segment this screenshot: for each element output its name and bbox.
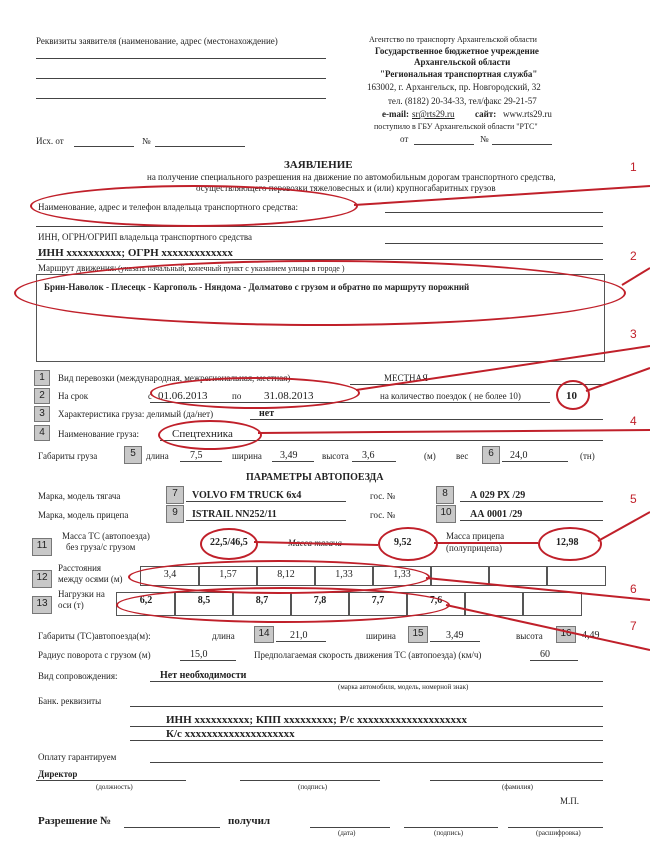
outgoing-num-sign: № — [142, 136, 151, 146]
axle-dist-label-1: Расстояния — [58, 563, 102, 573]
gab-width-label: ширина — [366, 631, 396, 641]
position-hint: (должность) — [96, 783, 133, 791]
length-label: длина — [146, 451, 169, 461]
document-title: ЗАЯВЛЕНИЕ — [284, 159, 353, 171]
site-link[interactable]: www.rts29.ru — [503, 109, 552, 119]
field-number-12: 12 — [32, 570, 52, 588]
field-number-8: 8 — [436, 486, 454, 504]
term-from-label: с — [148, 391, 152, 401]
owner-label: Наименование, адрес и телефон владельца транспортного средства: — [38, 202, 298, 212]
kind-value: МЕСТНАЯ — [384, 373, 429, 383]
gab-height-label: высота — [516, 631, 543, 641]
trailer-gos-label: гос. № — [370, 510, 396, 520]
received-num-sign: № — [480, 134, 489, 144]
mass-label-2: без груза/с грузом — [66, 542, 136, 552]
trailer-value[interactable]: ISTRAIL NN252/11 — [192, 509, 277, 520]
weight-unit: (тн) — [580, 451, 595, 461]
institution-line-2: Архангельской области — [414, 57, 511, 67]
width-value[interactable]: 3,49 — [280, 450, 298, 461]
bank-label: Банк. реквизиты — [38, 696, 102, 706]
field-number-10: 10 — [436, 505, 456, 523]
field-number-13: 13 — [32, 596, 52, 614]
bank-value-1[interactable]: ИНН xxxxxxxxxx; КПП xxxxxxxxx; Р/с xxxxxxxxxxxxxxxxxxxx — [166, 714, 467, 726]
bank-value-2[interactable]: К/с xxxxxxxxxxxxxxxxxxxx — [166, 728, 295, 740]
speed-value[interactable]: 60 — [540, 649, 550, 660]
escort-hint: (марка автомобиля, модель, номерной знак) — [338, 683, 469, 691]
gab-height-value[interactable]: 4,49 — [582, 630, 600, 641]
tractor-label: Марка, модель тягача — [38, 491, 121, 501]
axle-load-value: 7,8 — [313, 595, 327, 606]
mass-label-1: Масса ТС (автопоезда) — [62, 531, 150, 541]
radius-value[interactable]: 15,0 — [190, 649, 208, 660]
axle-load-label-2: оси (т) — [58, 600, 84, 610]
inn-label: ИНН, ОГРН/ОГРИП владельца транспортного средства — [38, 232, 253, 242]
route-hint: (указать начальный, конечный пункт с указанием улицы в городе ) — [118, 264, 345, 273]
cargo-char-value[interactable]: нет — [259, 408, 275, 419]
trailer-mass-value[interactable]: 12,98 — [556, 537, 579, 548]
callout-4: 4 — [630, 414, 637, 428]
dims-unit: (м) — [424, 451, 436, 461]
email-link[interactable]: sr@rts29.ru — [412, 109, 455, 119]
surname-hint: (фамилия) — [502, 783, 533, 791]
inn-value: ИНН xxxxxxxxxx; ОГРН xxxxxxxxxxxxx — [38, 247, 233, 259]
permit-decode-hint: (расшифровка) — [536, 829, 581, 837]
trailer-mass-label-1: Масса прицепа — [446, 531, 505, 541]
kind-label: Вид перевозки (международная, межрегиональная, местная) — [58, 373, 291, 383]
axle-load-value: 7,7 — [371, 595, 385, 606]
height-label: высота — [322, 451, 349, 461]
permit-sign-hint: (подпись) — [434, 829, 464, 837]
field-number-4: 4 — [34, 425, 50, 441]
term-to-label: по — [232, 391, 242, 401]
received-label: поступило в ГБУ Архангельской области "РТС" — [374, 122, 538, 131]
field-number-14: 14 — [254, 626, 274, 643]
received-from: от — [400, 134, 409, 144]
length-value[interactable]: 7,5 — [190, 450, 203, 461]
tractor-mass-label: Масса тягача — [288, 538, 342, 548]
field-number-5: 5 — [124, 446, 142, 464]
gabarit-label: Габариты (ТС)автопоезда(м): — [38, 631, 151, 641]
weight-value[interactable]: 24,0 — [510, 450, 528, 461]
axle-distance-value: 3,4 — [163, 569, 177, 580]
field-number-1: 1 — [34, 370, 50, 386]
axle-load-value: 8,7 — [255, 595, 269, 606]
tractor-mass-value[interactable]: 9,52 — [394, 537, 412, 548]
axle-load-value: 7,6 — [429, 595, 443, 606]
gab-length-value[interactable]: 21,0 — [290, 630, 308, 641]
trailer-plate[interactable]: АА 0001 /29 — [470, 509, 523, 520]
field-number-6: 6 — [482, 446, 500, 464]
agency-address: 163002, г. Архангельск, пр. Новгородский, 32 — [367, 82, 541, 92]
route-label: Маршрут движения: — [38, 263, 117, 273]
axle-load-label-1: Нагрузки на — [58, 589, 105, 599]
axle-distance-value: 1,33 — [335, 569, 353, 580]
escort-label: Вид сопровождения: — [38, 671, 118, 681]
trips-value[interactable]: 10 — [566, 390, 577, 402]
axle-distance-value: 8,12 — [277, 569, 295, 580]
callout-1: 1 — [630, 160, 637, 174]
callout-6: 6 — [630, 582, 637, 596]
pay-label: Оплату гарантируем — [38, 752, 117, 762]
title-sub-1: на получение специального разрешения на движение по автомобильным дорогам транспортного средства, — [147, 172, 556, 182]
axle-distance-value: 1,33 — [393, 569, 411, 580]
trailer-label: Марка, модель прицепа — [38, 510, 129, 520]
date-from[interactable]: 01.06.2013 — [158, 390, 208, 402]
received-by-label: получил — [228, 815, 271, 827]
title-sub-2: осуществляющего перевозки тяжеловесных и (или) крупногабаритных грузов — [196, 183, 496, 193]
callout-2: 2 — [630, 249, 637, 263]
cargo-char-label: Характеристика груза: делимый (да/нет) — [58, 409, 214, 419]
callout-3: 3 — [630, 327, 637, 341]
field-number-2: 2 — [34, 388, 50, 404]
date-to[interactable]: 31.08.2013 — [264, 390, 314, 402]
weight-label: вес — [456, 451, 469, 461]
field-number-3: 3 — [34, 406, 50, 422]
term-label: На срок — [58, 391, 89, 401]
email-label: e-mail: — [382, 109, 409, 119]
field-number-9: 9 — [166, 505, 184, 523]
dims-label: Габариты груза — [38, 451, 98, 461]
field-number-7: 7 — [166, 486, 184, 504]
callout-5: 5 — [630, 492, 637, 506]
gab-width-value[interactable]: 3,49 — [446, 630, 464, 641]
signature-hint: (подпись) — [298, 783, 328, 791]
tractor-gos-label: гос. № — [370, 491, 396, 501]
axle-load-value: 6,2 — [139, 595, 153, 606]
trips-label: на количество поездок ( не более 10) — [380, 391, 521, 401]
agency-line: Агентство по транспорту Архангельской области — [369, 35, 537, 44]
speed-label: Предполагаемая скорость движения ТС (автопоезда) (км/ч) — [254, 650, 482, 660]
outgoing-label: Исх. от — [36, 136, 64, 146]
stamp-place: М.П. — [560, 796, 580, 806]
director-label[interactable]: Директор — [38, 769, 78, 779]
route-value: Брин-Наволок - Плесецк - Каргополь - Няндома - Долматово с грузом и обратно по маршруту порожний — [44, 282, 470, 292]
field-number-11: 11 — [32, 538, 52, 556]
permit-date-hint: (дата) — [338, 829, 356, 837]
site-label: сайт: — [475, 109, 497, 119]
axle-distance-value: 1,57 — [219, 569, 237, 580]
mass-value[interactable]: 22,5/46,5 — [210, 537, 248, 548]
width-label: ширина — [232, 451, 262, 461]
tractor-value[interactable]: VOLVO FM TRUCK 6x4 — [192, 490, 302, 501]
axle-load-value: 8,5 — [197, 595, 211, 606]
escort-value[interactable]: Нет необходимости — [160, 670, 247, 681]
callout-7: 7 — [630, 619, 637, 633]
trailer-mass-label-2: (полуприцепа) — [446, 543, 502, 553]
agency-phone: тел. (8182) 20-34-33, тел/факс 29-21-57 — [388, 96, 537, 106]
field-number-15: 15 — [408, 626, 428, 643]
radius-label: Радиус поворота с грузом (м) — [38, 650, 151, 660]
institution-line-1: Государственное бюджетное учреждение — [375, 46, 539, 56]
applicant-requisites-label: Реквизиты заявителя (наименование, адрес (местонахождение) — [36, 36, 278, 46]
gab-length-label: длина — [212, 631, 235, 641]
cargo-name-label: Наименование груза: — [58, 429, 139, 439]
institution-line-3: "Региональная транспортная служба" — [380, 69, 538, 79]
height-value[interactable]: 3,6 — [362, 450, 375, 461]
axle-dist-label-2: между осями (м) — [58, 574, 123, 584]
permit-label: Разрешение № — [38, 815, 112, 827]
tractor-plate[interactable]: А 029 РХ /29 — [470, 490, 526, 501]
field-number-16: 16 — [556, 626, 576, 643]
params-title: ПАРАМЕТРЫ АВТОПОЕЗДА — [246, 472, 384, 483]
cargo-name-value[interactable]: Спецтехника — [172, 428, 233, 440]
